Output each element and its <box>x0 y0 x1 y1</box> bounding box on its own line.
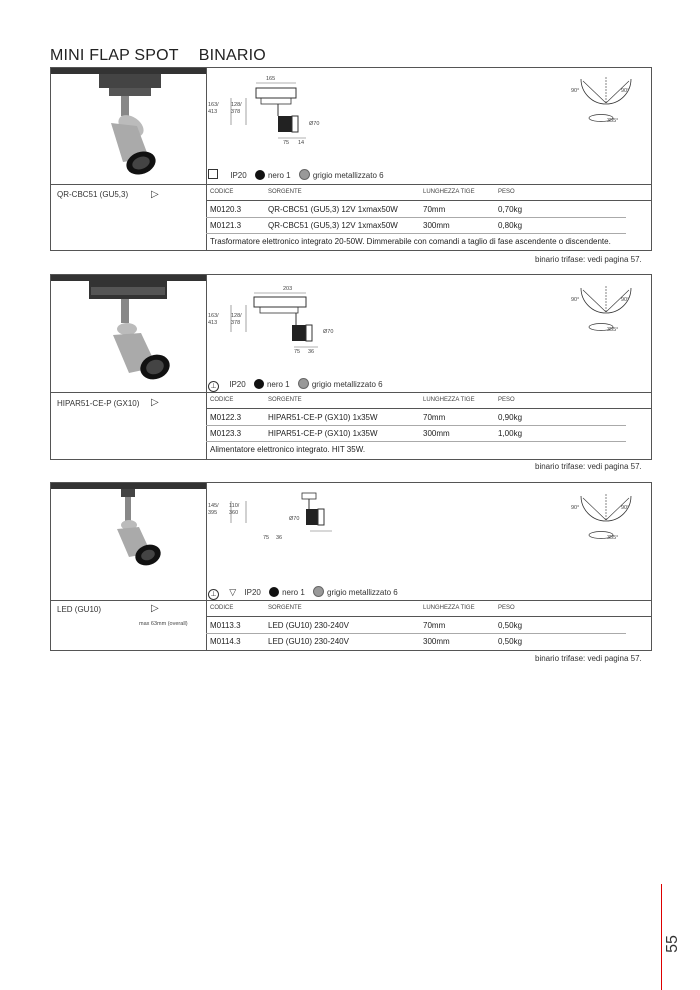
rotation-diagram <box>571 73 641 128</box>
table-row: M0113.3 <box>210 621 241 630</box>
ip-color-row: ⊥ IP20 nero 1 grigio metallizzato 6 <box>208 378 383 392</box>
dim-height-2: 110/ 360 <box>229 503 240 516</box>
dim-height-1: 163/ 413 <box>208 102 219 115</box>
rotation-diagram <box>571 490 641 545</box>
ground-icon: ⊥ <box>208 381 219 392</box>
lamp-type: LED (GU10) <box>57 605 102 614</box>
rotation-diagram <box>571 282 641 337</box>
ip-color-row: IP20 nero 1 grigio metallizzato 6 <box>208 169 384 180</box>
dim-height-2: 128/ 378 <box>231 102 242 115</box>
color-swatch-grey <box>299 169 310 180</box>
lamp-icon: ▷ <box>151 189 159 200</box>
color-swatch-black <box>269 587 279 597</box>
lamp-icon: ▷ <box>151 603 159 614</box>
lamp-type: QR-CBC51 (GU5,3) <box>57 190 129 199</box>
product-note: Trasformatore elettronico integrato 20-50W. Dimmerabile con comandi a taglio di fase ascendente o discendente. <box>210 237 611 246</box>
color-swatch-black <box>255 170 265 180</box>
dim-height-2: 128/ 378 <box>231 313 242 326</box>
track-reference: binario trifase: vedi pagina 57. <box>535 255 642 264</box>
table-row: M0122.3 <box>210 413 242 422</box>
product-block-1: 165 163/ 413 128/ 378 Ø70 75 14 90° 90° 355° IP20 nero 1 grigio metallizzato 6 QR-CBC51 (GU5,3) ▷ CODICE SORGENTE LUNGHEZZA TIGE PESO M0120.3 QR-CBC51 (GU5,3) 12V 1xmax50W 70mm 0,70kg M0121.3 QR-CBC51 (GU5,3) 12V 1xmax50W 300mm 0,80kg Trasformatore elettronico integrato 20-50W. Dimmerabile con comandi a taglio di fase ascendente o discendente. <box>50 67 652 251</box>
track-reference: binario trifase: vedi pagina 57. <box>535 462 642 471</box>
dim-height-1: 145/ 395 <box>208 503 219 516</box>
ip-color-row: ⊥ ▽ IP20 nero 1 grigio metallizzato 6 <box>208 586 398 600</box>
lamp-icon: ▷ <box>151 397 159 408</box>
product-photo <box>51 275 206 390</box>
page-number: 55 <box>663 935 681 953</box>
ground-icon: ⊥ <box>208 589 219 600</box>
product-block-3: 145/ 395 110/ 360 Ø70 75 36 90° 90° 355° ⊥ ▽ IP20 nero 1 grigio metallizzato 6 LED (GU10) ▷ max 63mm (overall) CODICE SORGENTE LUNGHEZZA TIGE PESO M0113.3 LED (GU10) 230-240V 70mm 0,50kg M0114.3 LED (GU10) 230-240V 300mm 0,50kg <box>50 482 652 651</box>
table-row: M0120.3 <box>210 205 242 214</box>
product-note: Alimentatore elettronico integrato. HIT 35W. <box>210 445 366 454</box>
track-reference: binario trifase: vedi pagina 57. <box>535 654 642 663</box>
lamp-size-note: max 63mm (overall) <box>139 621 188 627</box>
product-photo <box>51 483 206 598</box>
table-row: M0121.3 <box>210 221 242 230</box>
page-edge-line <box>661 884 662 990</box>
color-swatch-grey <box>298 378 309 389</box>
product-photo <box>51 68 206 183</box>
color-swatch-black <box>254 379 264 389</box>
dim-height-1: 163/ 413 <box>208 313 219 326</box>
product-block-2: 203 163/ 413 128/ 378 Ø70 75 36 90° 90° 355° ⊥ IP20 nero 1 grigio metallizzato 6 HIPAR51-CE-P (GX10) ▷ CODICE SORGENTE LUNGHEZZA TIGE PESO M0122.3 HIPAR51-CE-P (GX10) 1x35W 70mm 0,90kg M0123.3 HIPAR51-CE-P (GX10) 1x35W 300mm 1,00kg Alimentatore elettronico integrato. HIT 35W. <box>50 274 652 460</box>
color-swatch-grey <box>313 586 324 597</box>
table-row: M0123.3 <box>210 429 242 438</box>
page-title: MINI FLAP SPOT BINARIO <box>50 47 266 64</box>
ip-class-icon <box>208 169 218 179</box>
lamp-type: HIPAR51-CE-P (GX10) <box>57 399 140 408</box>
f-mark-icon: ▽ <box>229 587 237 597</box>
table-row: M0114.3 <box>210 637 241 646</box>
